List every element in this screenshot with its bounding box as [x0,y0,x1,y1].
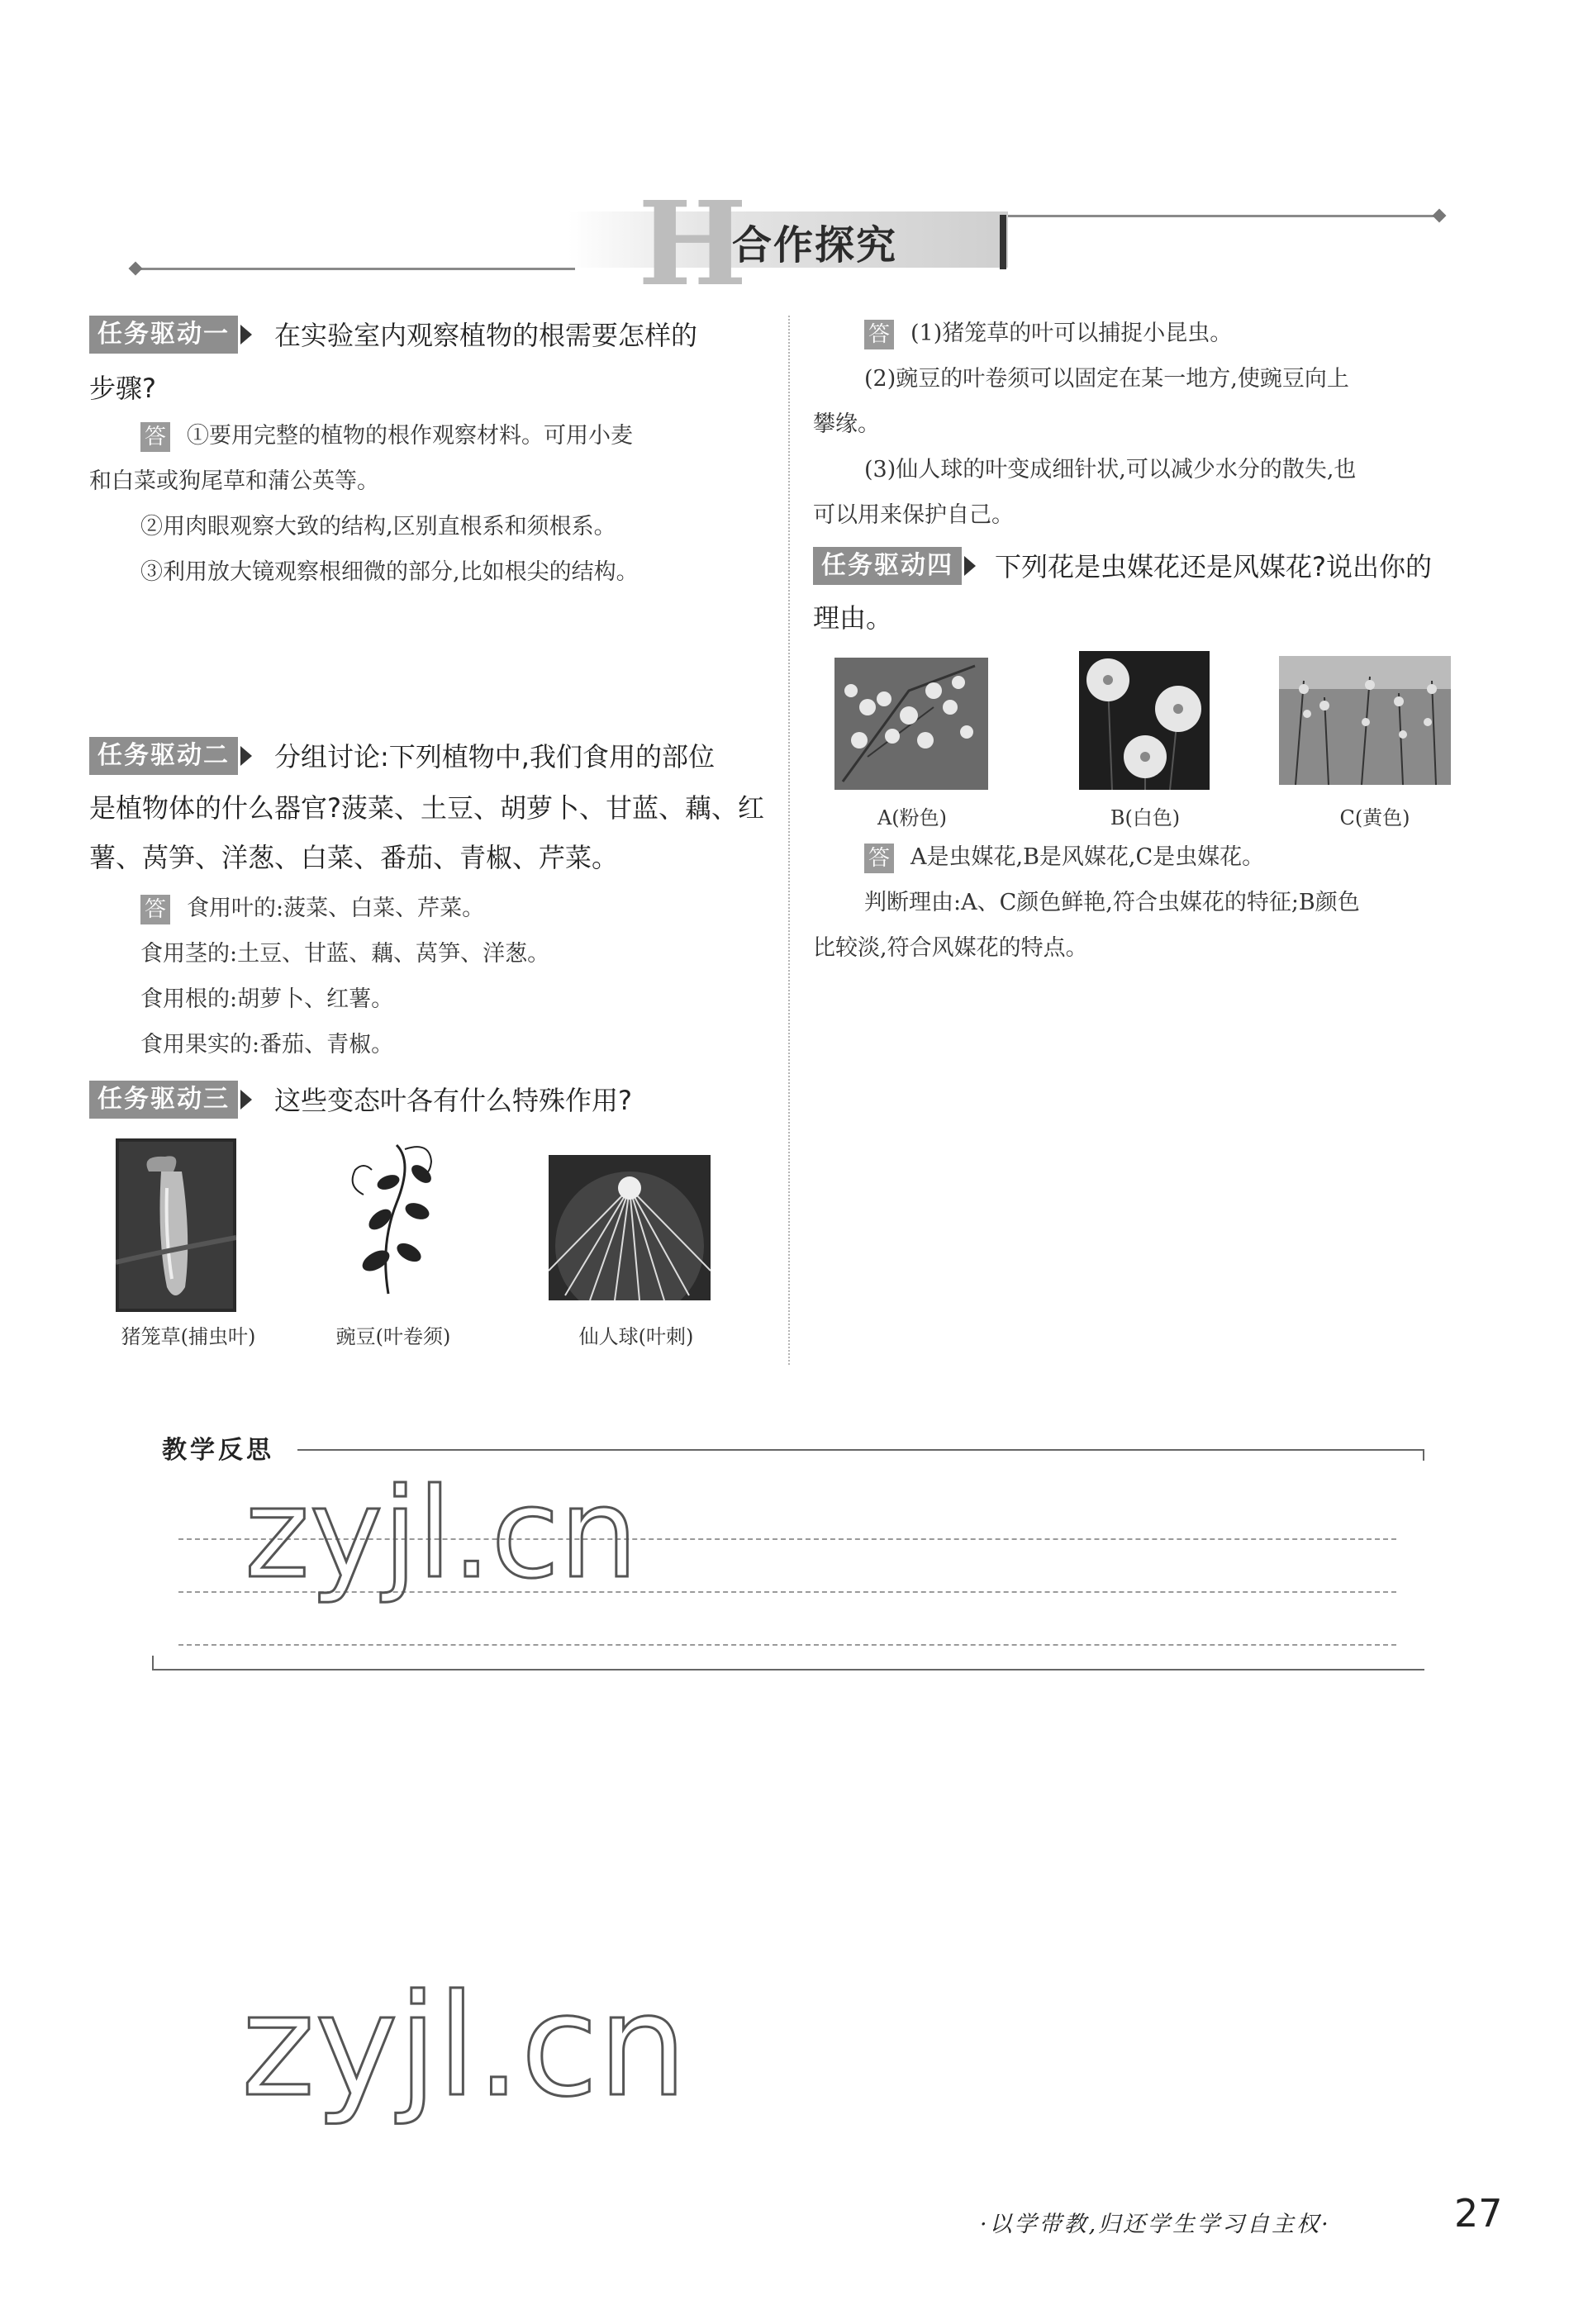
flower-b-photo [1079,651,1210,790]
reflection-line-3 [178,1644,1396,1646]
answer-icon: 答 [140,422,170,452]
task1-question-line1: 在实验室内观察植物的根需要怎样的 [274,320,698,351]
header-rule-right [1008,215,1438,217]
task4-tag-label: 任务驱动四 [813,547,962,585]
answer-icon: 答 [140,895,170,924]
task2-answer-line1 [140,886,484,931]
task1-tag [89,316,252,354]
task2-question-line3: 薯、莴笋、洋葱、白菜、番茄、青椒、芹菜。 [89,842,619,873]
tag-arrow-icon [240,325,252,345]
task1-answer-line2: 和白菜或狗尾草和蒲公英等。 [89,468,379,494]
pitcher-plant-photo [116,1138,236,1312]
task4-question-line1: 下列花是虫媒花还是风媒花?说出你的 [995,551,1432,582]
header-rule-dot-right [1433,209,1447,223]
header-rule-dot-left [129,262,143,276]
watermark-2: zyjl.cn [241,1965,687,2128]
reflection-left-tick [152,1656,154,1669]
reflection-title: 教学反思 [162,1436,274,1465]
task2-tag [89,737,252,775]
task2-answer-text1: 食用叶的:菠菜、白菜、芹菜。 [187,896,485,921]
task3-tag-label: 任务驱动三 [89,1081,238,1119]
reflection-right-tick [1423,1449,1424,1461]
page-number: 27 [1454,2191,1503,2236]
task4-question-line2: 理由。 [813,602,893,634]
task2-answer-line2: 食用茎的:土豆、甘蓝、藕、莴笋、洋葱。 [140,941,550,967]
task1-answer-line1 [140,413,633,459]
task4-tag [813,547,976,585]
header-letter: H [638,177,748,312]
task1-answer-text1: ①要用完整的植物的根作观察材料。可用小麦 [187,423,633,449]
answer-icon: 答 [864,844,894,873]
watermark-1: zyjl.cn [245,1462,639,1606]
task4-answer-line1 [864,834,1264,880]
caption-pitcher-plant: 猪笼草(捕虫叶) [121,1325,256,1348]
flower-c-photo [1279,656,1451,785]
header-rule-left [137,268,575,270]
task3-answer-line3: 攀缘。 [813,411,880,437]
task1-question-line2: 步骤? [89,373,156,404]
caption-flower-b: B(白色) [1110,806,1181,829]
tag-arrow-icon [240,1090,252,1110]
task3-answer-line2: (2)豌豆的叶卷须可以固定在某一地方,使豌豆向上 [864,366,1349,392]
answer-icon: 答 [864,320,894,349]
task1-answer-line3: ②用肉眼观察大致的结构,区别直根系和须根系。 [140,514,616,539]
caption-cactus: 仙人球(叶刺) [578,1325,694,1348]
section-title: 合作探究 [732,222,898,269]
reflection-top-rule [297,1449,1424,1451]
task4-answer-line2: 判断理由:A、C颜色鲜艳,符合虫媒花的特征;B颜色 [864,890,1360,915]
task3-answer-text1: (1)猪笼草的叶可以捕捉小昆虫。 [910,321,1233,346]
footer-motto: ·以学带教,归还学生学习自主权· [980,2212,1331,2237]
task3-question: 这些变态叶各有什么特殊作用? [274,1085,632,1116]
task2-tag-label: 任务驱动二 [89,737,238,775]
caption-flower-c: C(黄色) [1339,806,1410,829]
task2-question-line2: 是植物体的什么器官?菠菜、土豆、胡萝卜、甘蓝、藕、红 [89,792,764,824]
task2-answer-line3: 食用根的:胡萝卜、红薯。 [140,986,394,1012]
tag-arrow-icon [240,746,252,766]
caption-flower-a: A(粉色) [877,806,948,829]
column-divider [788,316,790,1365]
task3-answer-line4: (3)仙人球的叶变成细针状,可以减少水分的散失,也 [864,457,1357,482]
reflection-bottom-rule [152,1669,1424,1671]
flower-a-photo [834,658,988,790]
header-bar [1000,215,1006,269]
task4-answer-text1: A是虫媒花,B是风媒花,C是虫媒花。 [910,844,1265,870]
caption-pea: 豌豆(叶卷须) [335,1325,451,1348]
tag-arrow-icon [964,556,976,576]
task3-tag [89,1081,252,1119]
task1-answer-line4: ③利用放大镜观察根细微的部分,比如根尖的结构。 [140,559,639,585]
task3-answer-line1 [864,311,1232,356]
task2-answer-line4: 食用果实的:番茄、青椒。 [140,1032,394,1057]
task1-tag-label: 任务驱动一 [89,316,238,354]
pea-tendril-photo [339,1137,446,1299]
task4-answer-line3: 比较淡,符合风媒花的特点。 [813,935,1088,961]
task3-answer-line5: 可以用来保护自己。 [813,502,1014,528]
cactus-photo [549,1155,711,1300]
task2-question-line1: 分组讨论:下列植物中,我们食用的部位 [274,741,715,772]
